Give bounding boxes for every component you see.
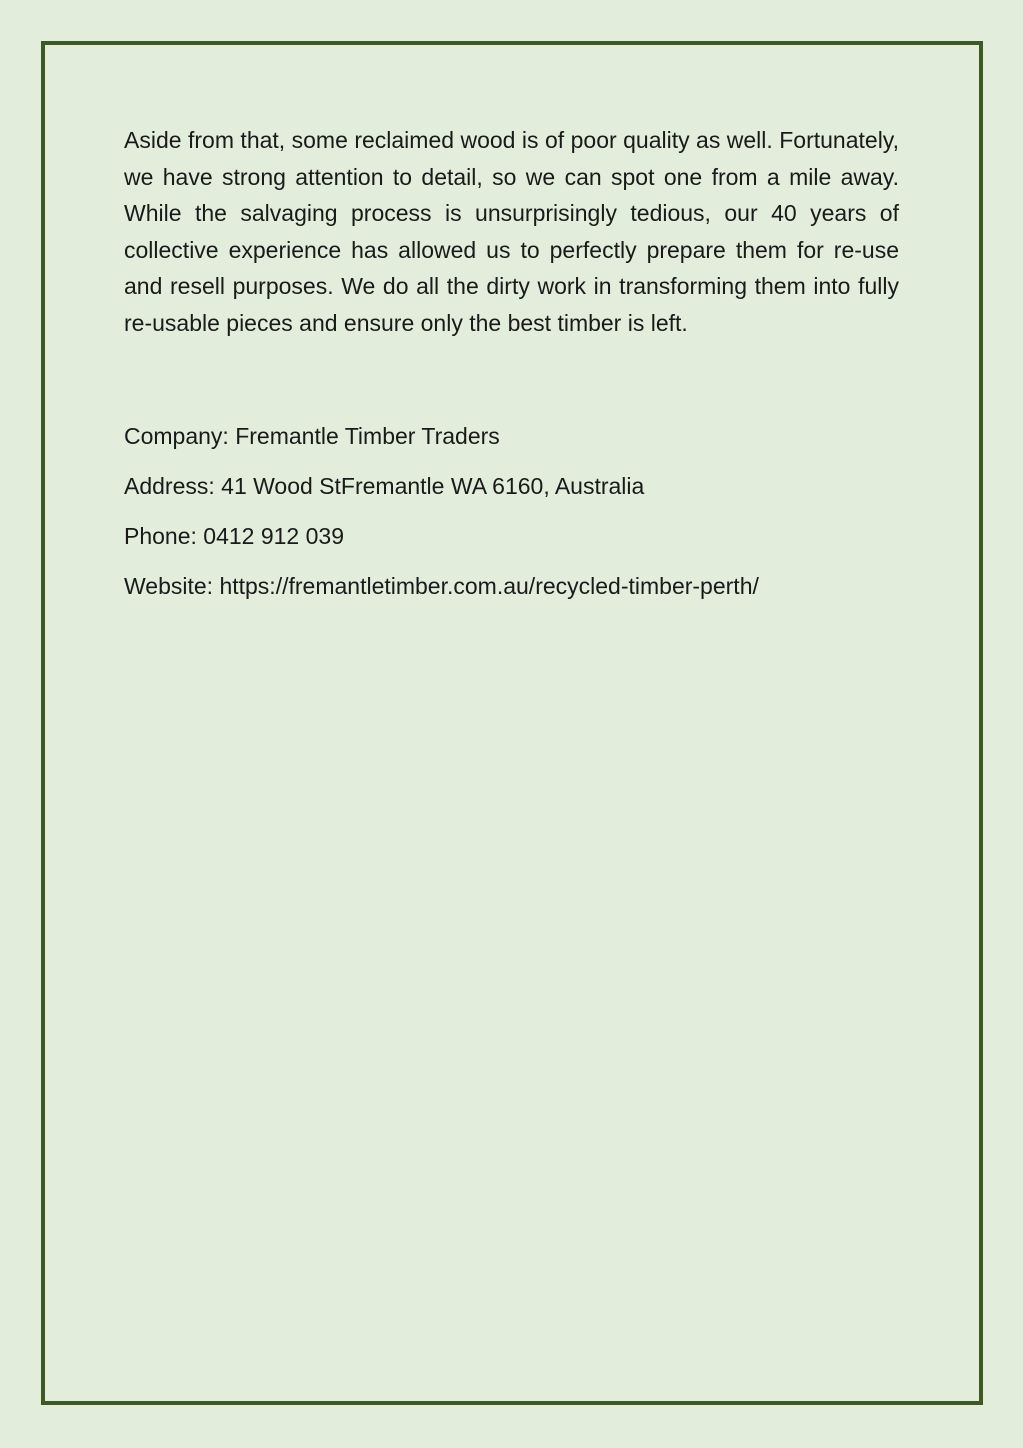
contact-info xyxy=(124,418,899,604)
website-line: Website: https://fremantletimber.com.au/recycled-timber-perth/ xyxy=(124,573,759,599)
document-content xyxy=(124,122,899,618)
company-line: Company: Fremantle Timber Traders xyxy=(124,423,500,449)
body-paragraph: Aside from that, some reclaimed wood is of poor quality as well. Fortunately, we have strong attention to detail, so we can spot one from a mile away. While the salvaging process is unsurprisingly tedious, our 40 years of collective experience has allowed us to perfectly prepare them for re-use and resell purposes. We do all the dirty work in transforming them into fully re-usable pieces and ensure only the best timber is left. xyxy=(124,127,899,336)
phone-line: Phone: 0412 912 039 xyxy=(124,523,344,549)
address-line: Address: 41 Wood StFremantle WA 6160, Australia xyxy=(124,473,645,499)
